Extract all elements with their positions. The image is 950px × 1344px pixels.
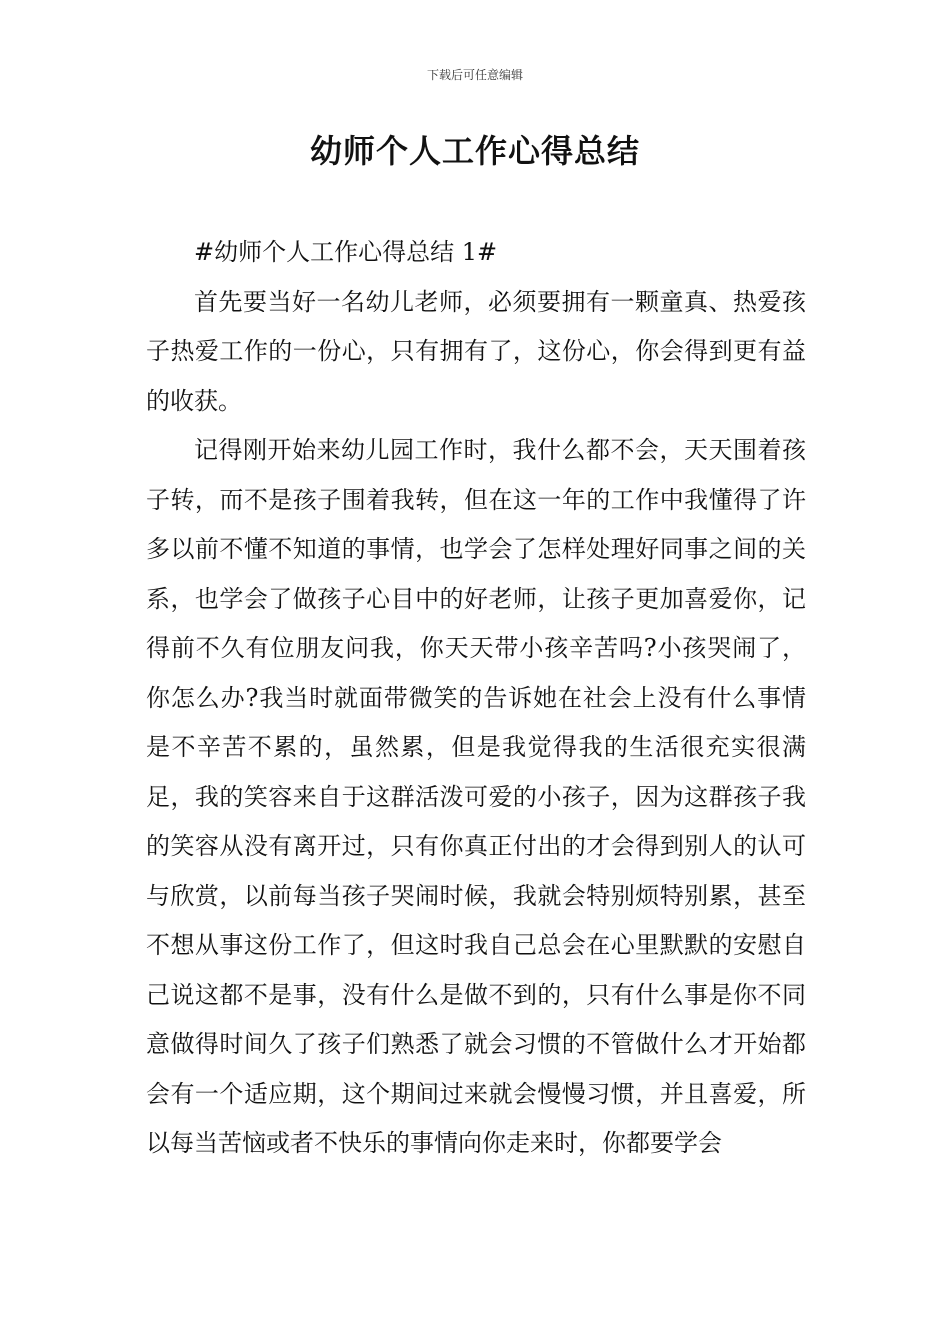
- header-note: 下载后可任意编辑: [426, 68, 523, 82]
- section-heading: #幼师个人工作心得总结 1#: [194, 238, 498, 266]
- document-title: 幼师个人工作心得总结: [309, 132, 640, 170]
- paragraph-2: 记得刚开始来幼儿园工作时，我什么都不会，天天围着孩子转，而不是孩子围着我转，但在这一年的工作中我懂得了许多以前不懂不知道的事情，也学会了怎样处理好同事之间的关系，也学会了做孩子心目中的好老师，让孩子更加喜爱你，记得前不久有位朋友问我，你天天带小孩辛苦吗?小孩哭闹了，你怎么办?我当时就面带微笑的告诉她在社会上没有什么事情是不辛苦不累的，虽然累，但是我觉得我的生活很充实很满足，我的笑容来自于这群活泼可爱的小孩子，因为这群孩子我的笑容从没有离开过，只有你真正付出的才会得到别人的认可与欣赏，以前每当孩子哭闹时候，我就会特别烦特别累，甚至不想从事这份工作了，但这时我自己总会在心里默默的安慰自己说这都不是事，没有什么是做不到的，只有什么事是你不同意做得时间久了孩子们熟悉了就会习惯的不管做什么才开始都会有一个适应期，这个期间过来就会慢慢习惯，并且喜爱，所以每当苦恼或者不快乐的事情向你走来时，你都要学会: [146, 436, 806, 1157]
- paragraph-1: 首先要当好一名幼儿老师，必须要拥有一颗童真、热爱孩子热爱工作的一份心，只有拥有了，这份心，你会得到更有益的收获。: [146, 287, 806, 415]
- document-body: [146, 228, 806, 1169]
